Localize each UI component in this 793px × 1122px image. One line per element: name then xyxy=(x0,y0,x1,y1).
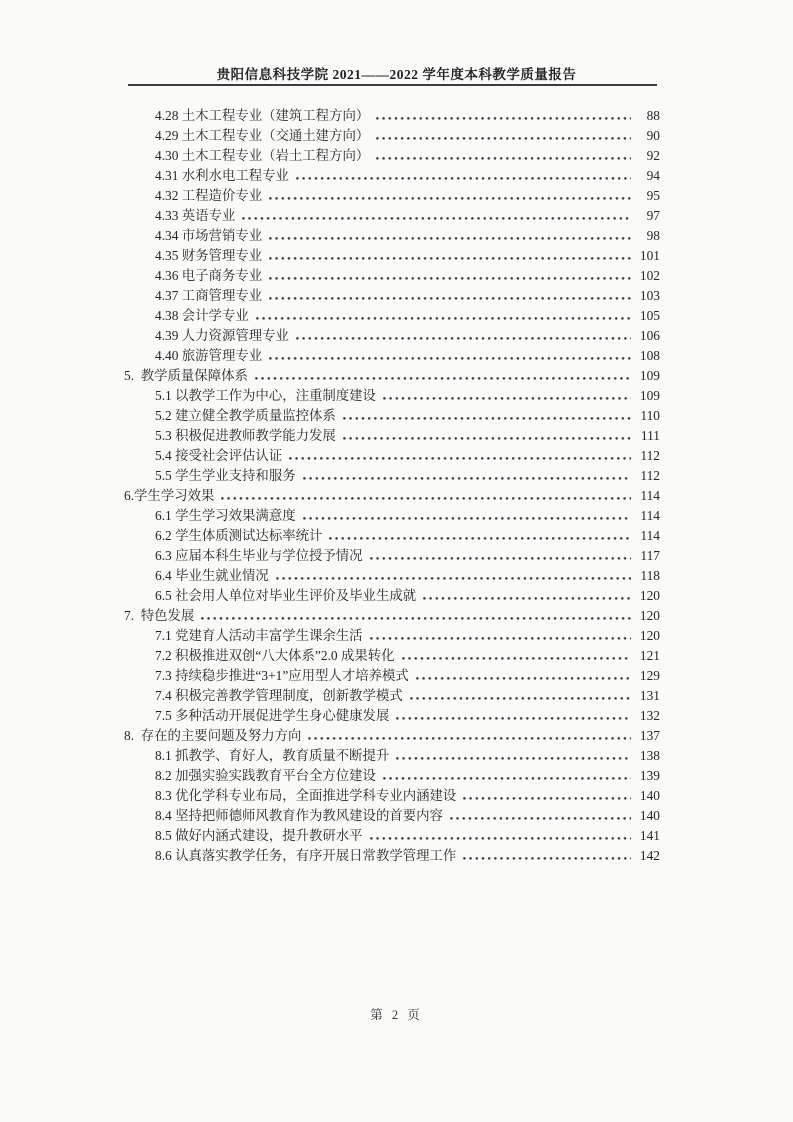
document-header-title: 贵阳信息科技学院 2021——2022 学年度本科教学质量报告 xyxy=(216,67,577,82)
toc-page-number: 114 xyxy=(640,508,660,523)
toc-entry-title: 5.1 以教学工作为中心，注重制度建设 xyxy=(155,388,376,403)
toc-page-number: 101 xyxy=(639,248,660,263)
toc-page-number: 139 xyxy=(639,768,660,783)
toc-dot-leader xyxy=(308,737,631,740)
toc-entry-title: 8.5 做好内涵式建设，提升教研水平 xyxy=(155,828,363,843)
toc-entry xyxy=(124,566,660,586)
toc-entry xyxy=(124,546,660,566)
toc-entry xyxy=(124,606,660,626)
toc-entry-title: 6.5 社会用人单位对毕业生评价及毕业生成就 xyxy=(155,588,417,603)
toc-page-number: 92 xyxy=(646,148,660,163)
toc-entry-title: 6.3 应届本科生毕业与学位授予情况 xyxy=(155,548,363,563)
toc-page-number: 132 xyxy=(639,708,660,723)
toc-entry-title: 5.5 学生学业支持和服务 xyxy=(155,468,296,483)
toc-dot-leader xyxy=(269,357,631,360)
toc-dot-leader xyxy=(303,517,631,520)
toc-dot-leader xyxy=(201,617,631,620)
toc-dot-leader xyxy=(256,317,631,320)
toc-dot-leader xyxy=(269,237,631,240)
toc-entry-title: 6.学生学习效果 xyxy=(124,488,215,503)
toc-entry-title: 7.2 积极推进双创“八大体系”2.0 成果转化 xyxy=(155,648,395,663)
toc-page-number: 140 xyxy=(639,788,660,803)
toc-entry-title: 8.1 抓教学、育好人，教育质量不断提升 xyxy=(155,748,390,763)
toc-page-number: 90 xyxy=(646,128,660,143)
toc-dot-leader xyxy=(296,337,631,340)
toc-dot-leader xyxy=(463,857,631,860)
toc-entry-title: 4.28 土木工程专业（建筑工程方向） xyxy=(155,108,370,123)
toc-dot-leader xyxy=(276,577,631,580)
toc-page-number: 140 xyxy=(639,808,660,823)
toc-entry-title: 7.5 多种活动开展促进学生身心健康发展 xyxy=(155,708,390,723)
toc-entry xyxy=(124,286,660,306)
toc-page-number: 120 xyxy=(639,628,660,643)
toc-page-number: 110 xyxy=(640,408,660,423)
toc-dot-leader xyxy=(269,297,631,300)
toc-page-number: 109 xyxy=(639,368,660,383)
toc-page-number: 138 xyxy=(639,748,660,763)
toc-page-number: 105 xyxy=(639,308,660,323)
toc-entry-title: 5.3 积极促进教师教学能力发展 xyxy=(155,428,336,443)
toc-page-number: 98 xyxy=(646,228,660,243)
toc-page-number: 114 xyxy=(640,488,660,503)
toc-entry xyxy=(124,406,660,426)
toc-entry xyxy=(124,766,660,786)
toc-entry xyxy=(124,446,660,466)
toc-page-number: 97 xyxy=(646,208,660,223)
toc-entry-title: 4.32 工程造价专业 xyxy=(155,188,263,203)
toc-page-number: 114 xyxy=(640,528,660,543)
header-divider xyxy=(128,84,657,86)
toc-dot-leader xyxy=(289,457,631,460)
toc-dot-leader xyxy=(370,837,631,840)
toc-dot-leader xyxy=(463,797,631,800)
toc-entry xyxy=(124,166,660,186)
toc-entry xyxy=(124,586,660,606)
toc-entry-title: 4.38 会计学专业 xyxy=(155,308,249,323)
page-number-footer: 第 2 页 xyxy=(370,1008,423,1022)
toc-entry xyxy=(124,486,660,506)
toc-page-number: 95 xyxy=(646,188,660,203)
toc-dot-leader xyxy=(343,437,631,440)
toc-entry xyxy=(124,626,660,646)
toc-entry xyxy=(124,826,660,846)
toc-dot-leader xyxy=(370,557,631,560)
toc-entry-title: 7. 特色发展 xyxy=(124,608,195,623)
toc-entry-title: 4.39 人力资源管理专业 xyxy=(155,328,289,343)
toc-page-number: 142 xyxy=(639,848,660,863)
toc-entry-title: 8. 存在的主要问题及努力方向 xyxy=(124,728,302,743)
toc-entry-title: 4.33 英语专业 xyxy=(155,208,236,223)
toc-page-number: 118 xyxy=(640,568,660,583)
toc-dot-leader xyxy=(269,197,631,200)
toc-page-number: 112 xyxy=(640,448,660,463)
toc-dot-leader xyxy=(396,717,631,720)
toc-dot-leader xyxy=(396,757,631,760)
toc-entry-title: 4.36 电子商务专业 xyxy=(155,268,263,283)
toc-dot-leader xyxy=(416,677,631,680)
toc-page-number: 141 xyxy=(639,828,660,843)
toc-entry xyxy=(124,206,660,226)
toc-entry xyxy=(124,386,660,406)
toc-entry-title: 7.4 积极完善教学管理制度，创新教学模式 xyxy=(155,688,403,703)
toc-entry xyxy=(124,246,660,266)
toc-entry-title: 5.2 建立健全教学质量监控体系 xyxy=(155,408,336,423)
toc-dot-leader xyxy=(423,597,631,600)
toc-page-number: 103 xyxy=(639,288,660,303)
toc-entry xyxy=(124,806,660,826)
toc-entry xyxy=(124,146,660,166)
toc-entry xyxy=(124,326,660,346)
toc-entry xyxy=(124,846,660,866)
toc-entry-title: 6.2 学生体质测试达标率统计 xyxy=(155,528,323,543)
toc-entry xyxy=(124,366,660,386)
toc-entry xyxy=(124,686,660,706)
toc-dot-leader xyxy=(343,417,631,420)
toc-dot-leader xyxy=(410,697,631,700)
toc-entry-title: 4.31 水利水电工程专业 xyxy=(155,168,289,183)
toc-dot-leader xyxy=(383,777,631,780)
toc-dot-leader xyxy=(402,657,631,660)
toc-page-number: 106 xyxy=(639,328,660,343)
toc-entry-title: 4.30 土木工程专业（岩土工程方向） xyxy=(155,148,370,163)
toc-entry-title: 8.6 认真落实教学任务，有序开展日常教学管理工作 xyxy=(155,848,457,863)
toc-page-number: 117 xyxy=(640,548,660,563)
toc-dot-leader xyxy=(303,477,631,480)
toc-entry xyxy=(124,186,660,206)
toc-dot-leader xyxy=(376,157,631,160)
toc-dot-leader xyxy=(269,257,631,260)
toc-entry xyxy=(124,646,660,666)
toc-entry-title: 8.2 加强实验实践教育平台全方位建设 xyxy=(155,768,376,783)
toc-entry xyxy=(124,346,660,366)
toc-page-number: 102 xyxy=(639,268,660,283)
toc-entry xyxy=(124,226,660,246)
toc-page-number: 88 xyxy=(646,108,660,123)
toc-page-number: 109 xyxy=(639,388,660,403)
toc-entry xyxy=(124,526,660,546)
toc-entry xyxy=(124,506,660,526)
toc-entry xyxy=(124,266,660,286)
toc-entry-title: 5.4 接受社会评估认证 xyxy=(155,448,283,463)
toc-page-number: 121 xyxy=(639,648,660,663)
toc-entry xyxy=(124,706,660,726)
toc-entry xyxy=(124,746,660,766)
toc-entry-title: 8.4 坚持把师德师风教育作为教风建设的首要内容 xyxy=(155,808,443,823)
toc-entry xyxy=(124,666,660,686)
toc-dot-leader xyxy=(376,117,631,120)
toc-dot-leader xyxy=(450,817,631,820)
toc-entry-title: 5. 教学质量保障体系 xyxy=(124,368,248,383)
toc-dot-leader xyxy=(383,397,631,400)
toc-entry xyxy=(124,726,660,746)
toc-page-number: 137 xyxy=(639,728,660,743)
toc-entry-title: 6.4 毕业生就业情况 xyxy=(155,568,269,583)
toc-entry-title: 4.37 工商管理专业 xyxy=(155,288,263,303)
toc-entry xyxy=(124,126,660,146)
toc-entry xyxy=(124,106,660,126)
toc-entry-title: 7.1 党建育人活动丰富学生课余生活 xyxy=(155,628,363,643)
toc-dot-leader xyxy=(242,217,631,220)
toc-entry-title: 4.34 市场营销专业 xyxy=(155,228,263,243)
toc-page-number: 108 xyxy=(639,348,660,363)
toc-dot-leader xyxy=(296,177,631,180)
toc-entry-title: 6.1 学生学习效果满意度 xyxy=(155,508,296,523)
toc-page-number: 112 xyxy=(640,468,660,483)
toc-page-number: 94 xyxy=(646,168,660,183)
toc-entry-title: 4.29 土木工程专业（交通土建方向） xyxy=(155,128,370,143)
toc-entry xyxy=(124,306,660,326)
toc-entry-title: 4.40 旅游管理专业 xyxy=(155,348,263,363)
toc-page-number: 111 xyxy=(640,428,660,443)
toc-dot-leader xyxy=(329,537,631,540)
toc-page-number: 120 xyxy=(639,608,660,623)
toc-dot-leader xyxy=(269,277,631,280)
toc-page-number: 129 xyxy=(639,668,660,683)
toc-dot-leader xyxy=(255,377,631,380)
toc-page-number: 120 xyxy=(639,588,660,603)
toc-entry xyxy=(124,466,660,486)
toc-dot-leader xyxy=(370,637,631,640)
toc-entry xyxy=(124,786,660,806)
toc-dot-leader xyxy=(221,497,631,500)
toc-entry-title: 4.35 财务管理专业 xyxy=(155,248,263,263)
toc-entry-title: 8.3 优化学科专业布局，全面推进学科专业内涵建设 xyxy=(155,788,457,803)
toc-page-number: 131 xyxy=(639,688,660,703)
toc-entry-title: 7.3 持续稳步推进“3+1”应用型人才培养模式 xyxy=(155,668,409,683)
toc-entry xyxy=(124,426,660,446)
toc-dot-leader xyxy=(376,137,631,140)
toc-list xyxy=(124,106,660,866)
